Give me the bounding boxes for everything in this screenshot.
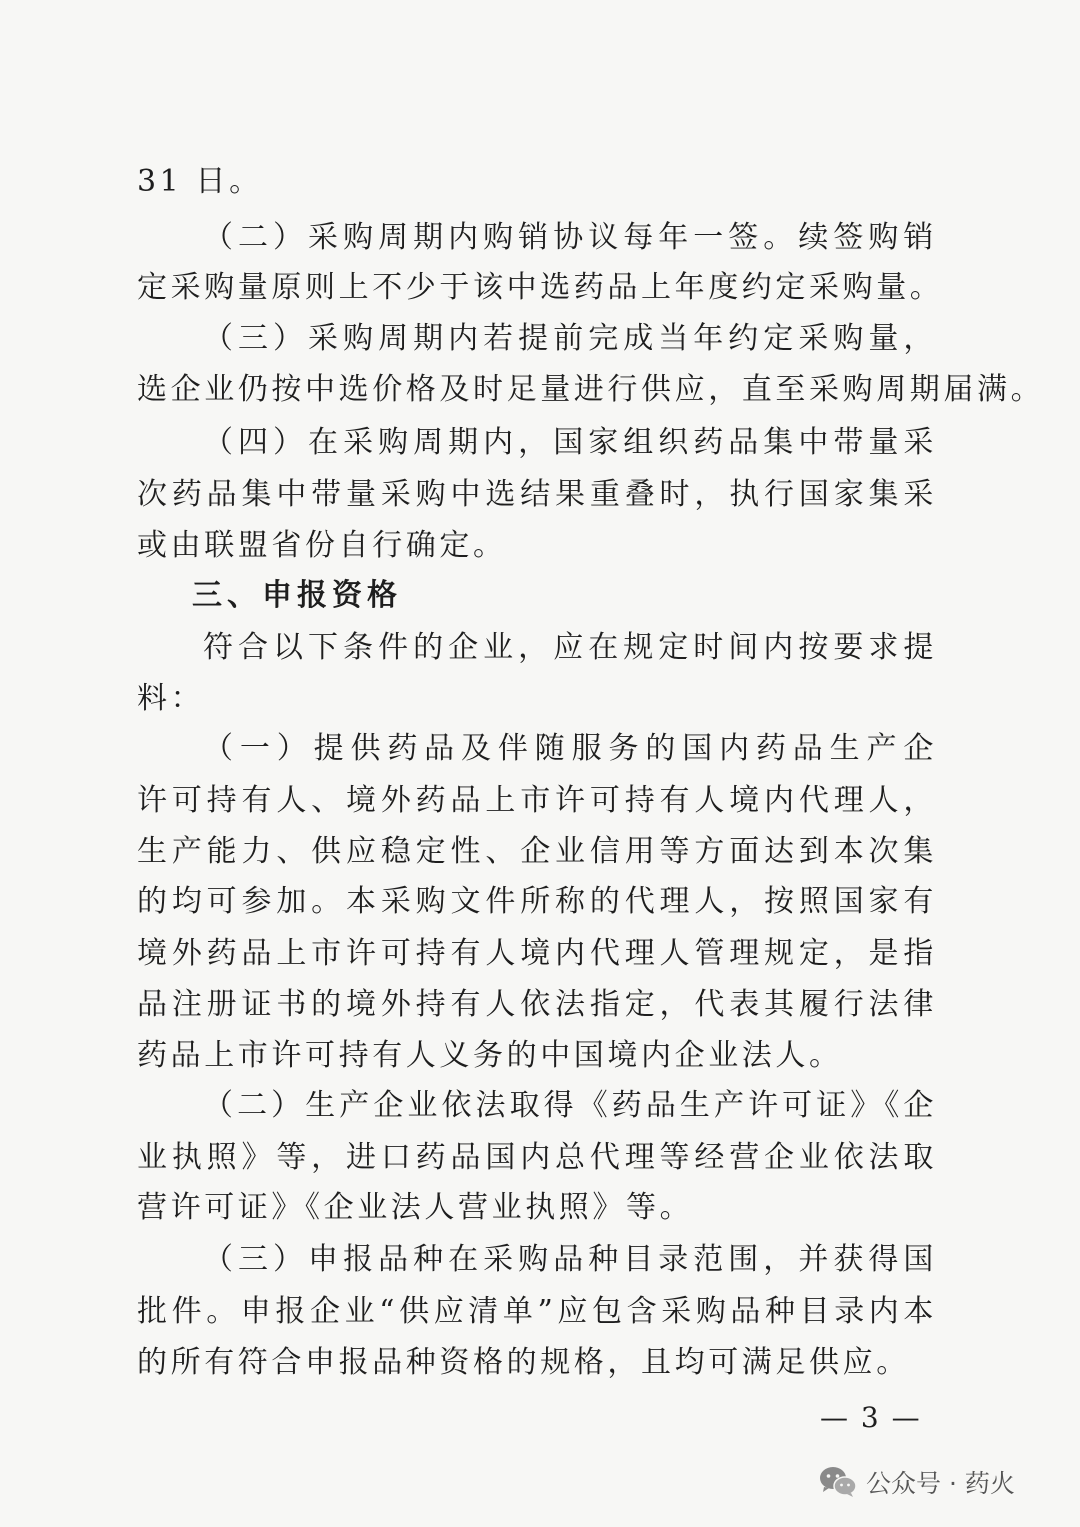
wechat-icon xyxy=(818,1465,858,1499)
paragraph-6-line-7: 药品上市许可持有人义务的中国境内企业法人。 xyxy=(137,1038,843,1073)
paragraph-6-line-3: 生产能力、供应稳定性、企业信用等方面达到本次集 xyxy=(137,834,937,869)
paragraph-3-line-2: 选企业仍按中选价格及时足量进行供应，直至采购周期届满。 xyxy=(137,372,1045,407)
section-heading: 三、申报资格 xyxy=(192,578,402,613)
paragraph-7-line-3: 营许可证》《企业法人营业执照》等。 xyxy=(137,1190,694,1225)
watermark-text: 公众号 · 药火 xyxy=(866,1469,1015,1498)
paragraph-4-line-2: 次药品集中带量采购中选结果重叠时，执行国家集采 xyxy=(137,477,937,512)
paragraph-8-line-2: 批件。申报企业“供应清单”应包含采购品种目录内本 xyxy=(137,1294,937,1329)
paragraph-4-line-1: （四）在采购周期内，国家组织药品集中带量采 xyxy=(203,425,937,460)
paragraph-6-line-6: 品注册证书的境外持有人依法指定，代表其履行法律 xyxy=(137,987,937,1022)
paragraph-6-line-1: （一）提供药品及伴随服务的国内药品生产企 xyxy=(203,731,937,766)
text-line-continuation: 31 日。 xyxy=(137,164,263,199)
paragraph-6-line-2: 许可持有人、境外药品上市许可持有人境内代理人， xyxy=(137,783,937,818)
paragraph-5-line-2: 料： xyxy=(137,681,205,716)
paragraph-5-line-1: 符合以下条件的企业，应在规定时间内按要求提 xyxy=(203,630,937,665)
paragraph-8-line-3: 的所有符合申报品种资格的规格，且均可满足供应。 xyxy=(137,1345,910,1380)
paragraph-8-line-1: （三）申报品种在采购品种目录范围，并获得国 xyxy=(203,1242,937,1277)
paragraph-3-line-1: （三）采购周期内若提前完成当年约定采购量， xyxy=(203,321,937,356)
page-number: — 3 — xyxy=(820,1401,922,1434)
paragraph-4-line-3: 或由联盟省份自行确定。 xyxy=(137,528,507,563)
watermark xyxy=(818,1462,1015,1502)
paragraph-6-line-4: 的均可参加。本采购文件所称的代理人，按照国家有 xyxy=(137,884,937,919)
paragraph-2-line-2: 定采购量原则上不少于该中选药品上年度约定采购量。 xyxy=(137,270,944,305)
paragraph-2-line-1: （二）采购周期内购销协议每年一签。续签购销 xyxy=(203,220,937,255)
paragraph-7-line-1: （二）生产企业依法取得《药品生产许可证》《企 xyxy=(203,1088,937,1123)
paragraph-7-line-2: 业执照》等，进口药品国内总代理等经营企业依法取 xyxy=(137,1140,937,1175)
paragraph-6-line-5: 境外药品上市许可持有人境内代理人管理规定，是指 xyxy=(137,936,937,971)
